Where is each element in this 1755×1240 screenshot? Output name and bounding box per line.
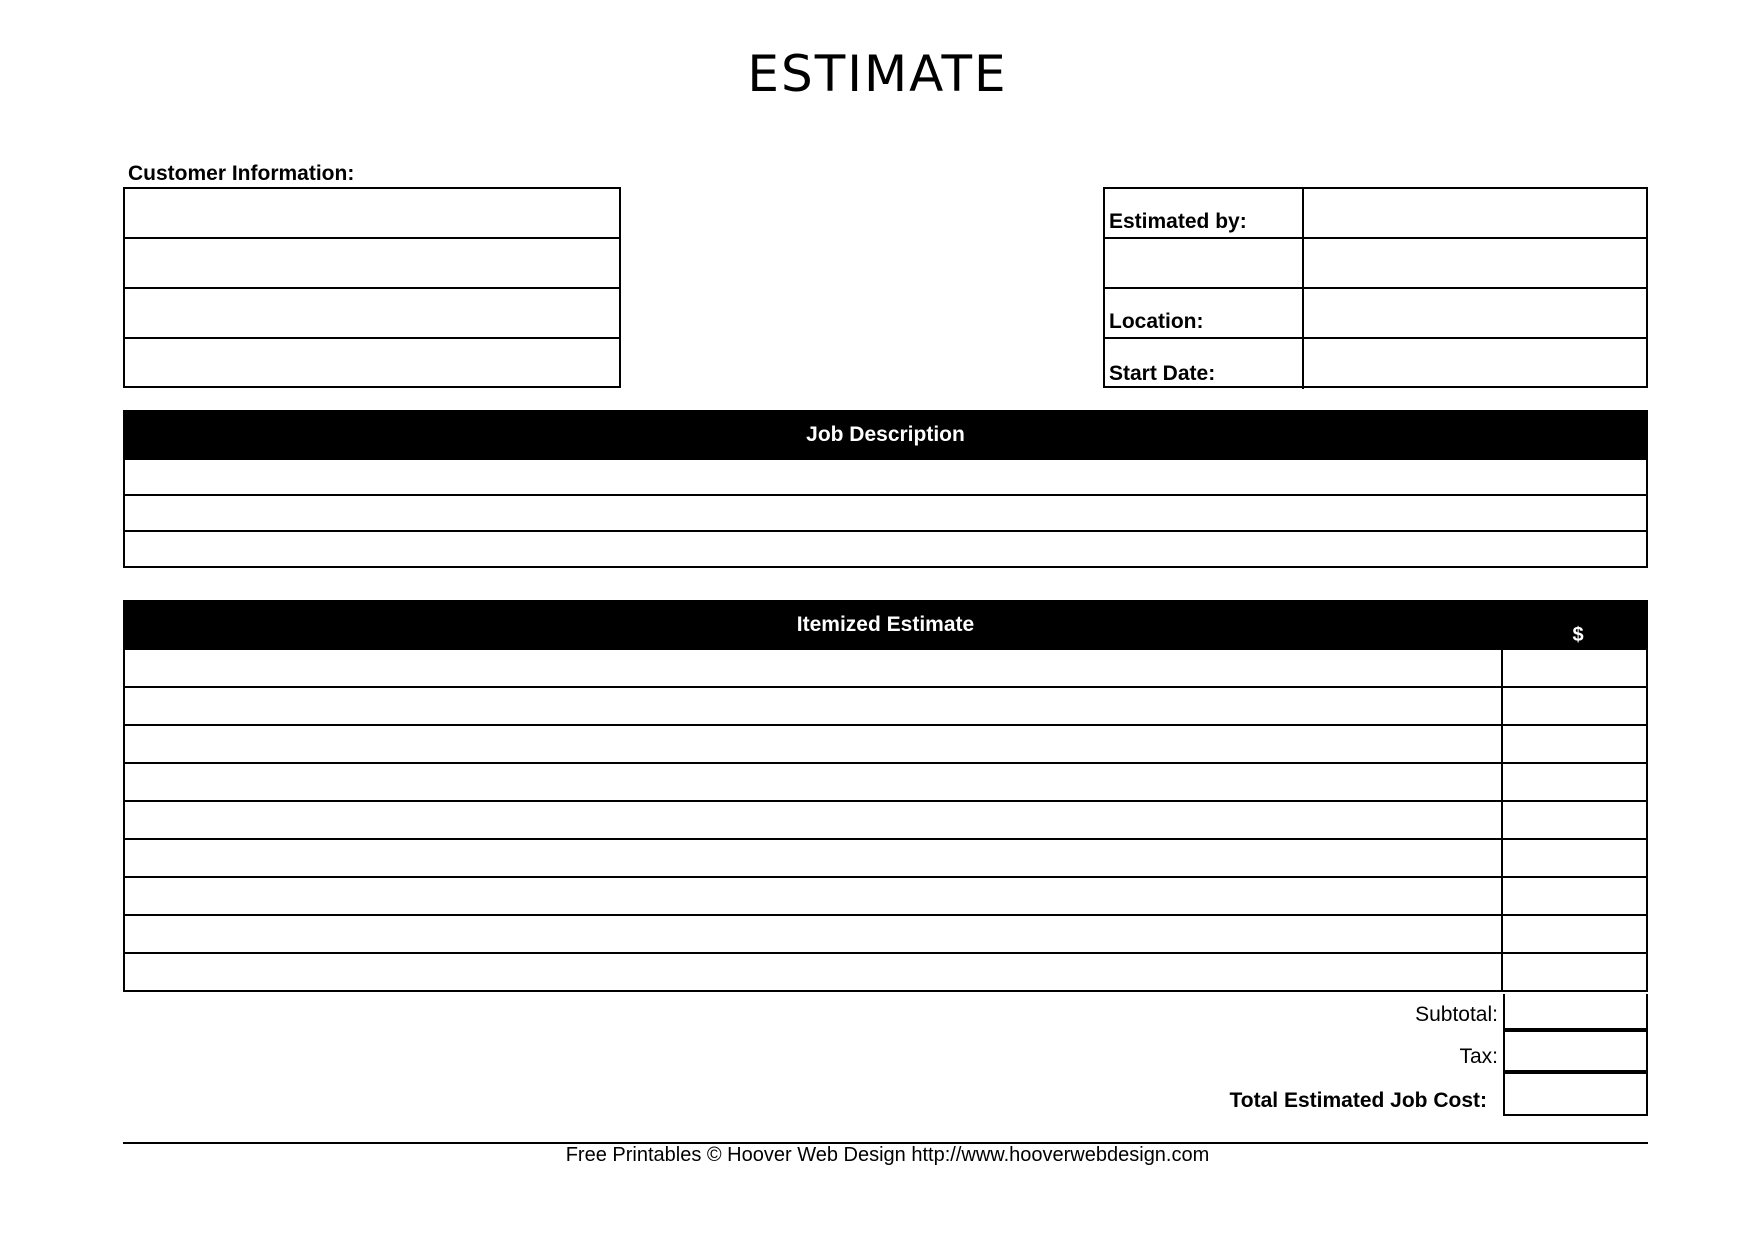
job-description-line-3[interactable] xyxy=(125,530,1646,566)
tax-row xyxy=(123,1030,1648,1072)
item-description-cell[interactable] xyxy=(125,726,1503,762)
item-amount-cell[interactable] xyxy=(1503,916,1646,952)
info-blank-label xyxy=(1105,239,1304,287)
customer-info-line-4[interactable] xyxy=(125,339,619,389)
tax-value[interactable] xyxy=(1503,1030,1648,1072)
totals-section xyxy=(123,994,1648,1116)
item-description-cell[interactable] xyxy=(125,650,1503,686)
subtotal-value[interactable] xyxy=(1503,994,1648,1030)
customer-info-box xyxy=(123,187,621,388)
table-row xyxy=(125,838,1646,876)
item-description-cell[interactable] xyxy=(125,840,1503,876)
item-amount-cell[interactable] xyxy=(1503,878,1646,914)
item-amount-cell[interactable] xyxy=(1503,650,1646,686)
tax-label: Tax: xyxy=(1459,1045,1498,1068)
total-cost-row xyxy=(123,1072,1648,1116)
table-row xyxy=(125,876,1646,914)
job-description-header: Job Description xyxy=(125,412,1646,458)
start-date-row xyxy=(1105,339,1646,389)
location-row xyxy=(1105,289,1646,339)
job-description-line-1[interactable] xyxy=(125,458,1646,494)
customer-info-line-2[interactable] xyxy=(125,239,619,289)
job-description-line-2[interactable] xyxy=(125,494,1646,530)
location-value[interactable] xyxy=(1304,289,1646,337)
table-row xyxy=(125,800,1646,838)
table-row xyxy=(125,724,1646,762)
subtotal-row xyxy=(123,994,1648,1030)
info-blank-value[interactable] xyxy=(1304,239,1646,287)
table-row xyxy=(125,914,1646,952)
item-description-cell[interactable] xyxy=(125,764,1503,800)
estimated-by-value[interactable] xyxy=(1304,189,1646,237)
amount-column-header: $ xyxy=(1572,624,1584,646)
start-date-label: Start Date: xyxy=(1105,339,1304,389)
item-description-cell[interactable] xyxy=(125,688,1503,724)
customer-info-label: Customer Information: xyxy=(128,162,355,185)
document-title: ESTIMATE xyxy=(747,45,1008,103)
customer-info-line-1[interactable] xyxy=(125,189,619,239)
item-amount-cell[interactable] xyxy=(1503,764,1646,800)
item-amount-cell[interactable] xyxy=(1503,688,1646,724)
info-blank-row xyxy=(1105,239,1646,289)
item-amount-cell[interactable] xyxy=(1503,954,1646,990)
item-amount-cell[interactable] xyxy=(1503,840,1646,876)
table-row xyxy=(125,762,1646,800)
footer-text: Free Printables © Hoover Web Design http://www.hooverwebdesign.com xyxy=(565,1144,1210,1166)
item-description-cell[interactable] xyxy=(125,954,1503,990)
itemized-estimate-header xyxy=(125,602,1646,648)
total-cost-value[interactable] xyxy=(1503,1072,1648,1116)
item-description-cell[interactable] xyxy=(125,878,1503,914)
location-label: Location: xyxy=(1105,289,1304,337)
estimated-by-label: Estimated by: xyxy=(1105,189,1304,237)
itemized-estimate-title: Itemized Estimate xyxy=(796,613,975,636)
item-amount-cell[interactable] xyxy=(1503,726,1646,762)
estimate-info-box xyxy=(1103,187,1648,388)
customer-info-line-3[interactable] xyxy=(125,289,619,339)
table-row xyxy=(125,648,1646,686)
item-description-cell[interactable] xyxy=(125,916,1503,952)
start-date-value[interactable] xyxy=(1304,339,1646,389)
table-row xyxy=(125,952,1646,990)
estimated-by-row xyxy=(1105,189,1646,239)
itemized-estimate-section xyxy=(123,600,1648,992)
item-amount-cell[interactable] xyxy=(1503,802,1646,838)
subtotal-label: Subtotal: xyxy=(1415,1003,1498,1026)
total-cost-label: Total Estimated Job Cost: xyxy=(1229,1089,1487,1112)
table-row xyxy=(125,686,1646,724)
job-description-section xyxy=(123,410,1648,568)
item-description-cell[interactable] xyxy=(125,802,1503,838)
